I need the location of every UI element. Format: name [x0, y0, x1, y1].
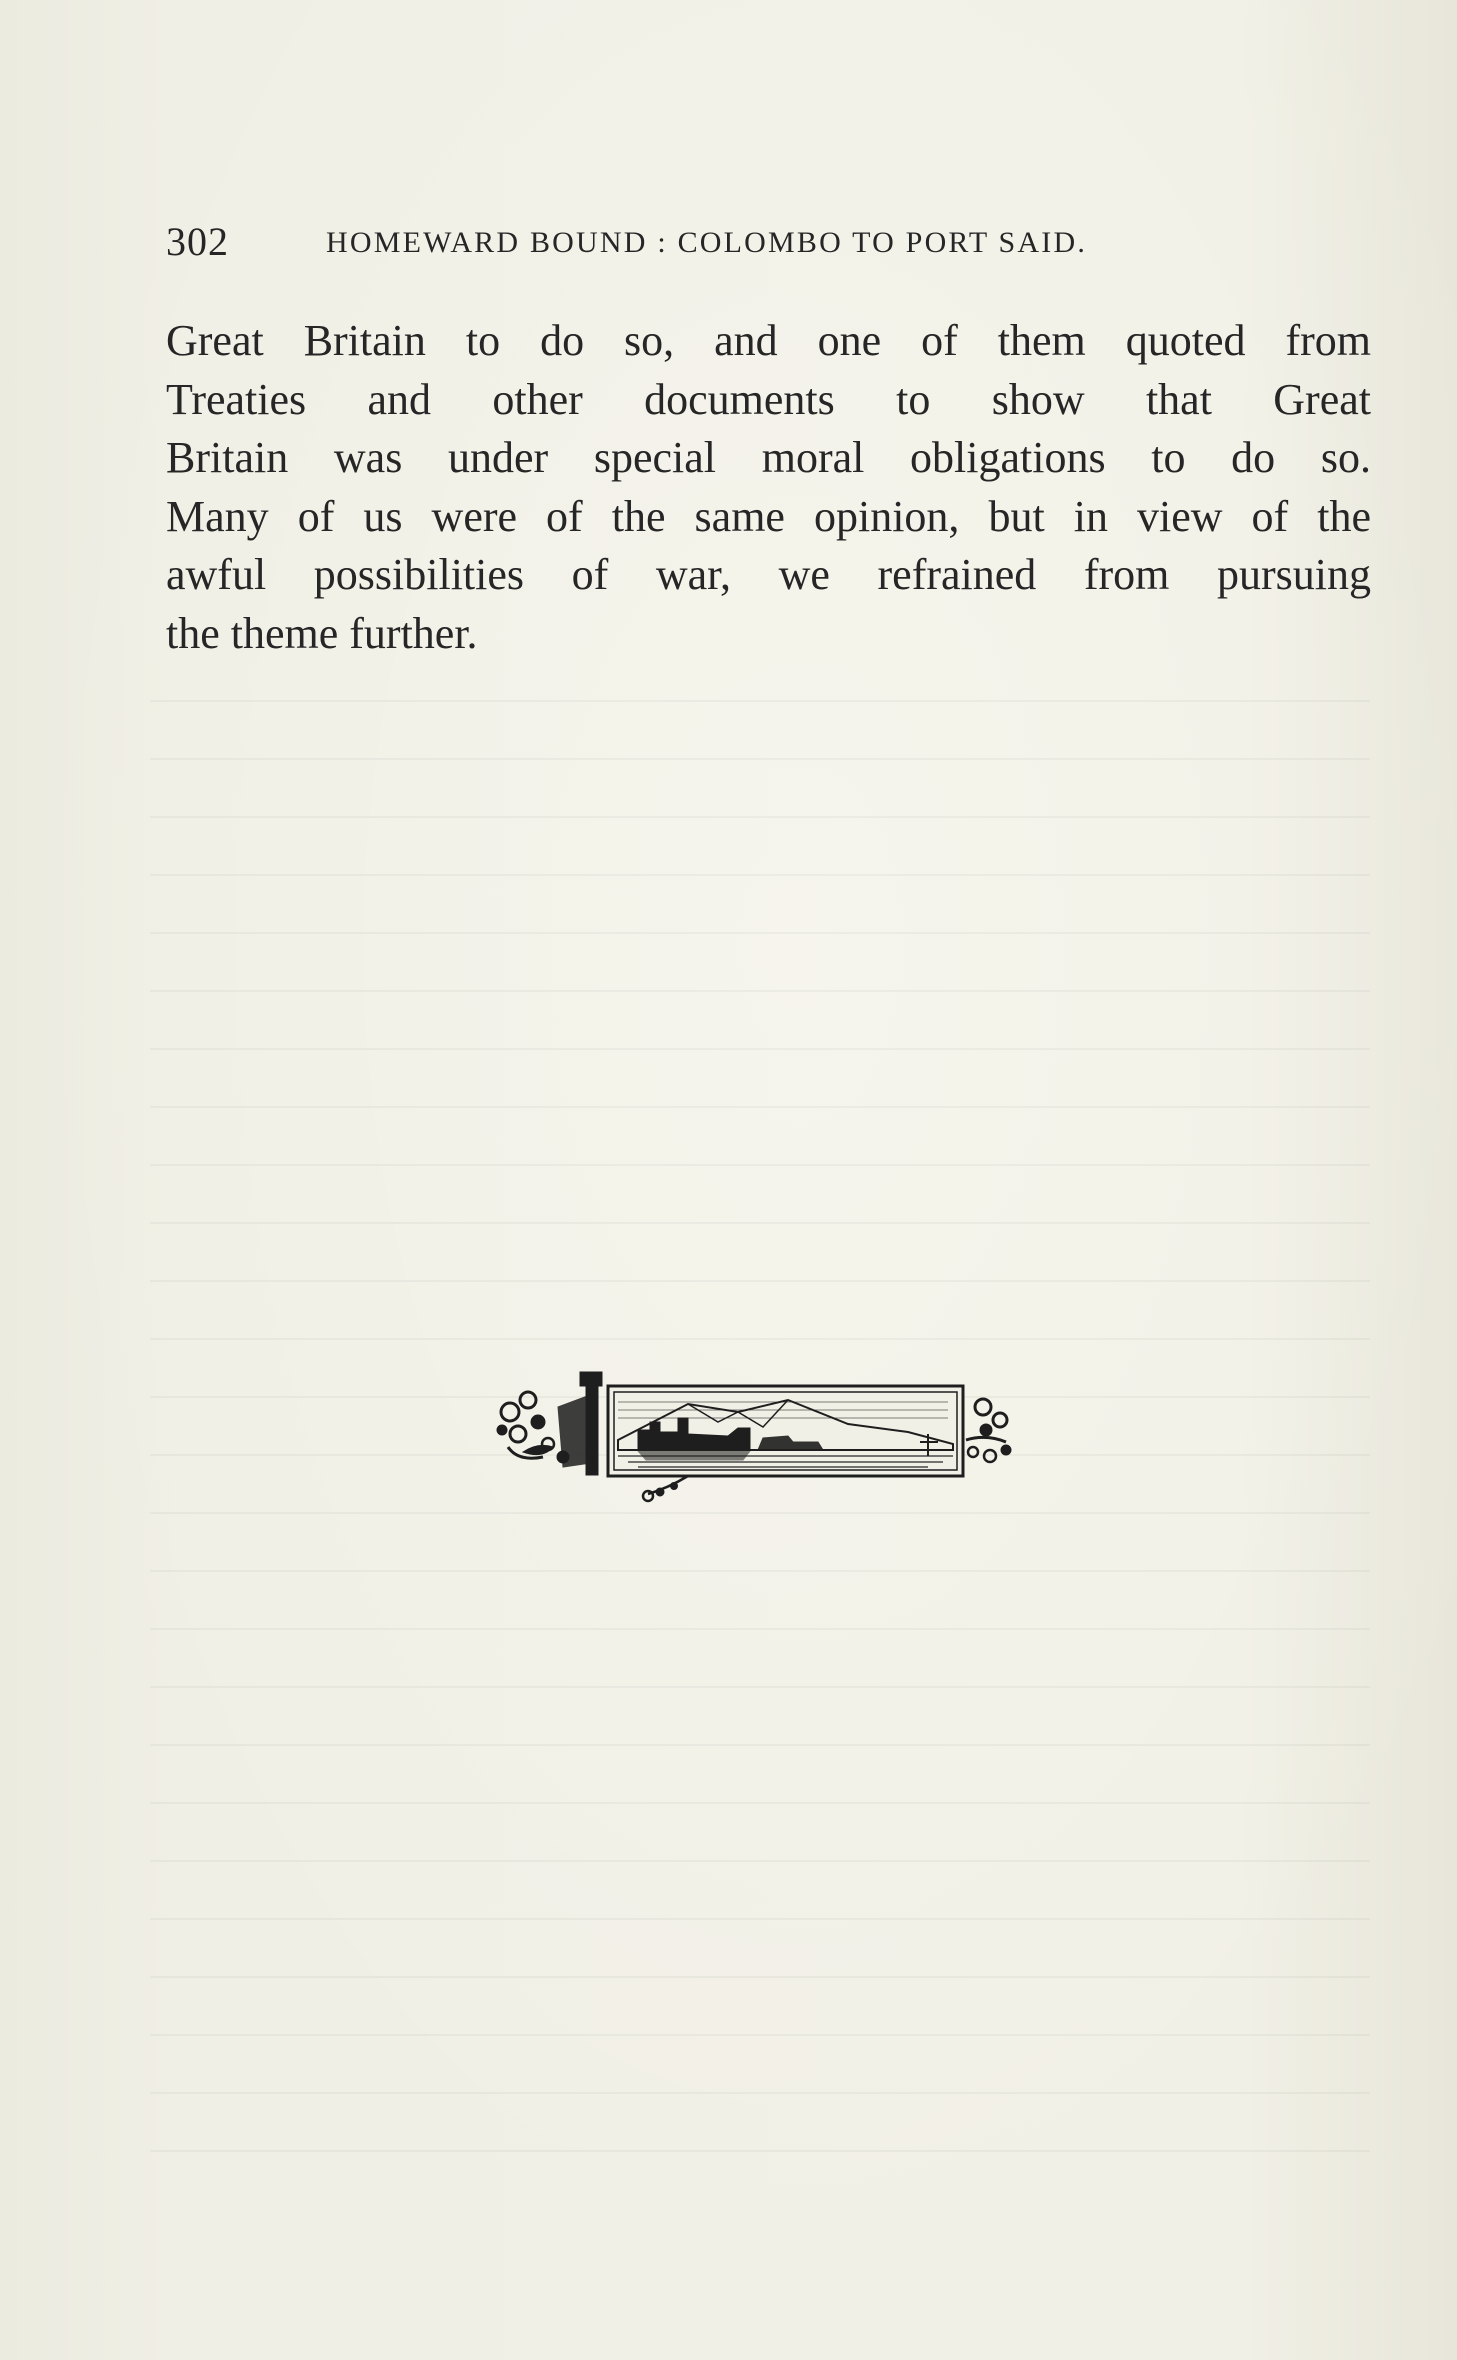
text-line: Treaties and other documents to show that Great [166, 374, 1371, 424]
page-number: 302 [166, 219, 229, 264]
running-head: HOMEWARD BOUND : COLOMBO TO PORT SAID. [326, 226, 1088, 259]
text-line: Great Britain to do so, and one of them quoted from [166, 316, 1371, 365]
text-line: Britain was under special moral obligations to do so. [166, 433, 1371, 482]
text-line: the theme further. [166, 608, 478, 658]
landscape-vignette-icon [488, 1352, 1028, 1512]
body-paragraph [166, 312, 1371, 663]
page-header [166, 218, 1236, 268]
text-line: awful possibilities of war, we refrained from pursuing [166, 550, 1371, 599]
text-line: Many of us were of the same opinion, but in view of the [166, 491, 1371, 541]
